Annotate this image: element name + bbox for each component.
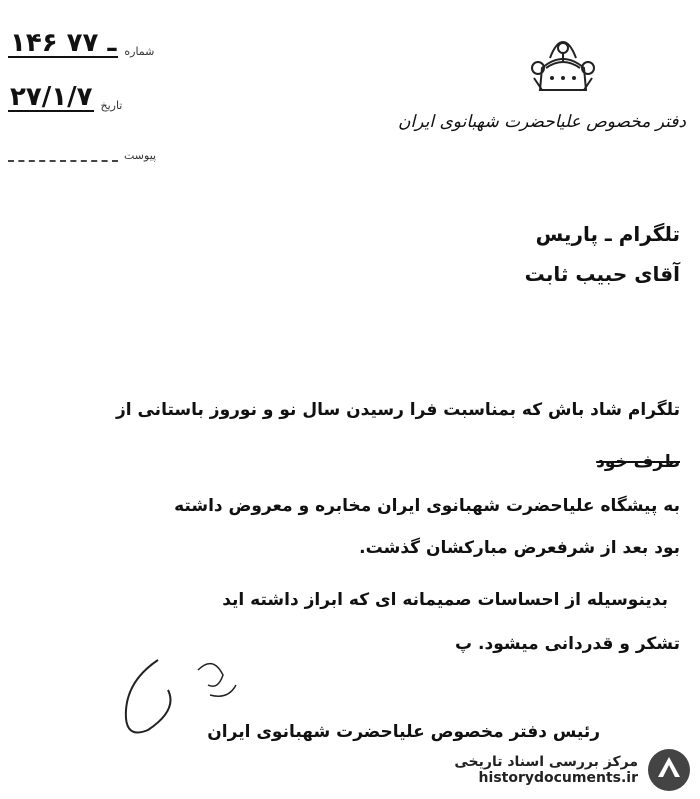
body-line-1: تلگرام شاد باش که بمناسبت فرا رسیدن سال نو و نوروز باستانی از [115,400,680,420]
attachment-label: پیوست [124,149,157,162]
body-line-4: بود بعد از شرفعرض مبارکشان گذشت. [359,538,680,558]
letter-date-row [8,84,122,112]
body-line-5: بدینوسیله از احساسات صمیمانه ای که ابراز داشته اید [222,590,668,610]
letter-number-row [8,30,154,58]
recipient-name: آقای حبیب ثابت [524,262,680,286]
letter-date-label: تاریخ [100,99,123,112]
telegram-destination: تلگرام ـ پاریس [535,222,680,246]
attachment-row [8,134,156,162]
letter-number-label: شماره [124,45,155,58]
archive-watermark [454,747,692,793]
attachment-blank [8,150,118,162]
watermark-url: historydocuments.ir [478,770,638,786]
archive-logo-icon [646,747,692,793]
watermark-title: مرکز بررسی اسناد تاریخی [454,754,638,770]
body-line-6: تشکر و قدردانی میشود. پ [455,634,680,654]
letter-date: ۲۷/۱/۷ [10,82,93,112]
body-line-3: به پیشگاه علیاحضرت شهبانوی ایران مخابره و معروض داشته [174,496,680,516]
letter-number: ۱۴۶ ـ ۷۷ [10,28,117,58]
body-line-struck: طرف خود [596,452,680,472]
office-name: دفتر مخصوص علیاحضرت شهبانوی ایران [398,112,686,132]
signature-title: رئیس دفتر مخصوص علیاحضرت شهبانوی ایران [207,722,600,742]
crown-emblem-icon [528,28,598,98]
